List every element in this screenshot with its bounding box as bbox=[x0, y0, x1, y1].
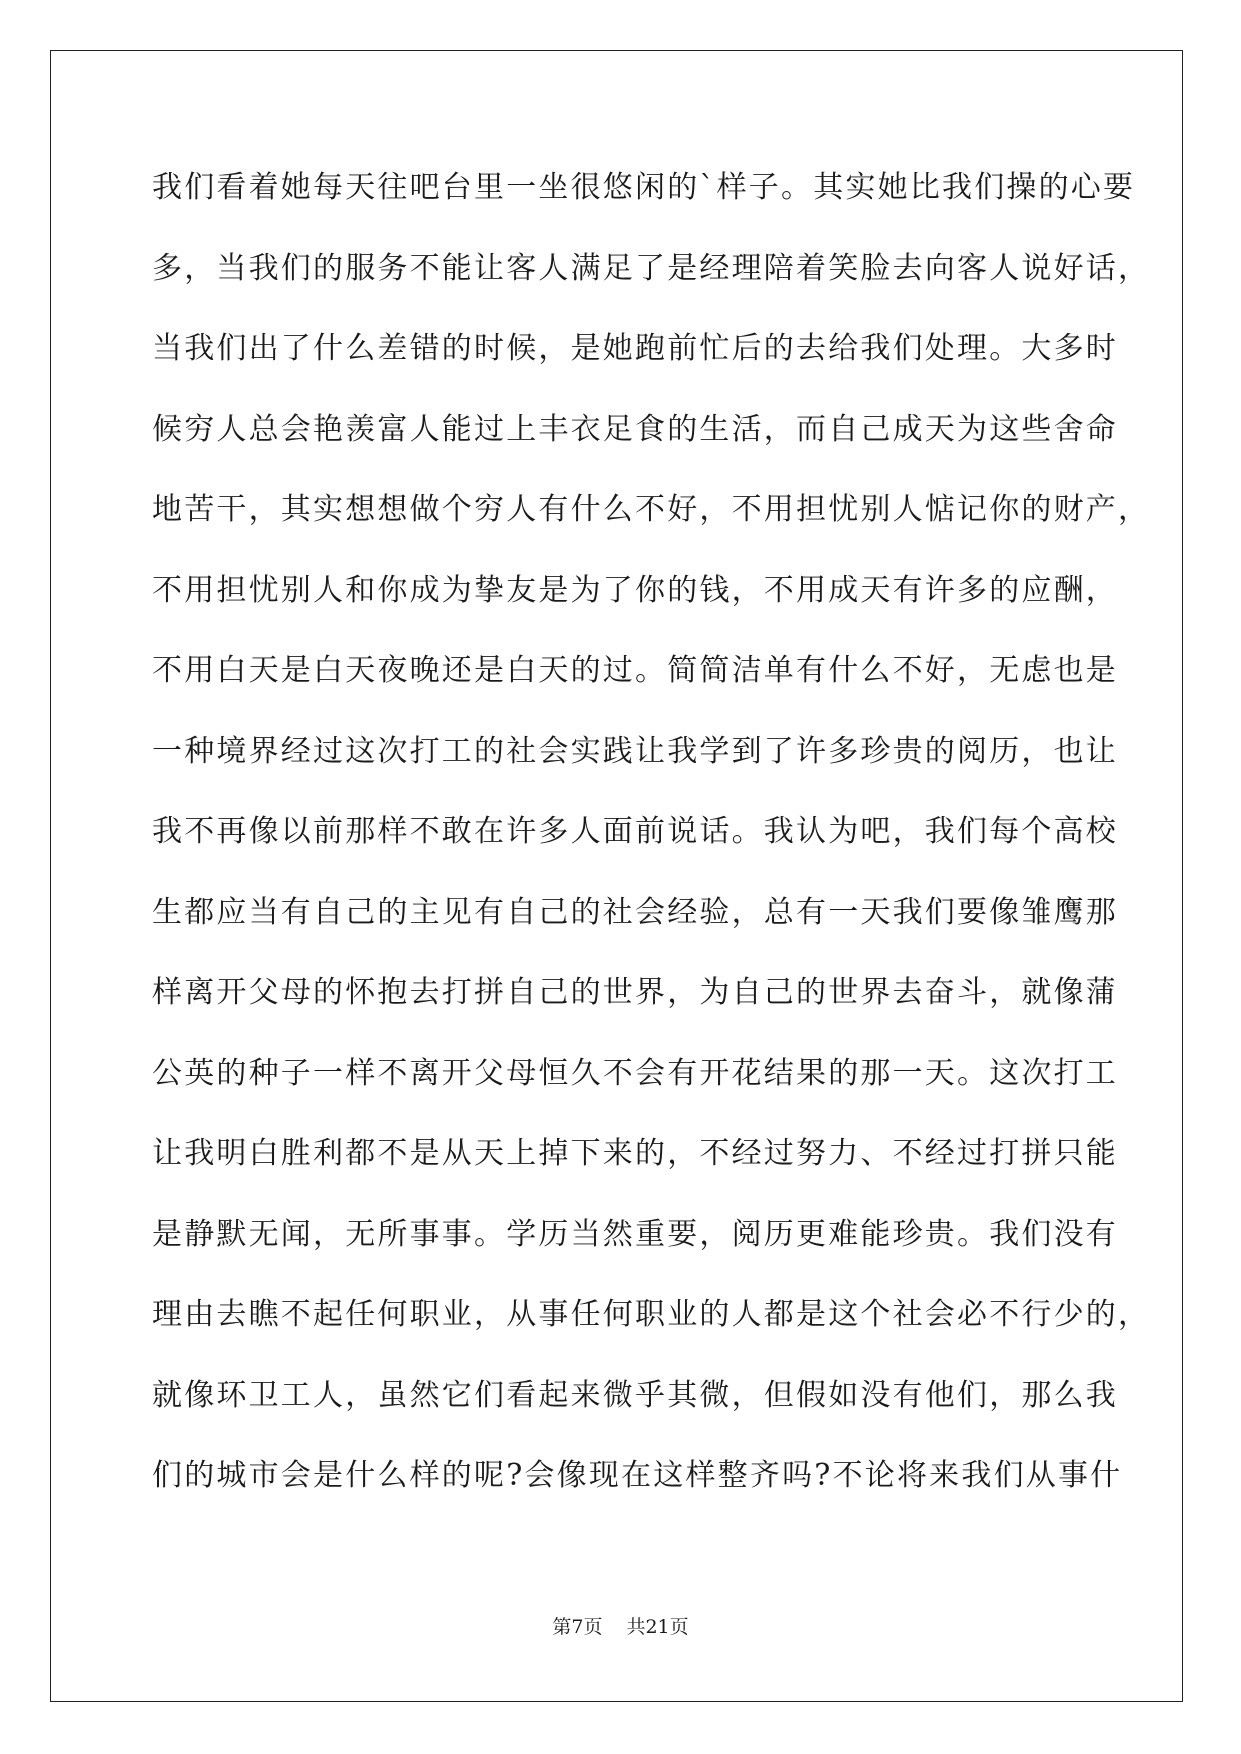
text-line: 不用担忧别人和你成为挚友是为了你的钱，不用成天有许多的应酬， bbox=[152, 572, 1118, 608]
text-line: 理由去瞧不起任何职业，从事任何职业的人都是这个社会必不行少的， bbox=[152, 1297, 1151, 1332]
page-number-total: 共21页 bbox=[626, 1616, 689, 1638]
text-line: 们的城市会是什么样的呢?会像现在这样整齐吗?不论将来我们从事什 bbox=[152, 1458, 1123, 1493]
text-line: 多，当我们的服务不能让客人满足了是经理陪着笑脸去向客人说好话， bbox=[152, 250, 1151, 286]
text-line: 地苦干，其实想想做个穷人有什么不好，不用担忧别人惦记你的财产， bbox=[152, 492, 1151, 527]
text-line: 候穷人总会艳羡富人能过上丰衣足食的生活，而自己成天为这些舍命 bbox=[152, 411, 1118, 447]
page-footer bbox=[0, 1615, 1241, 1639]
text-line: 我不再像以前那样不敢在许多人面前说话。我认为吧，我们每个高校 bbox=[152, 814, 1118, 849]
text-line: 公英的种子一样不离开父母恒久不会有开花结果的那一天。这次打工 bbox=[152, 1055, 1118, 1091]
text-line: 生都应当有自己的主见有自己的社会经验，总有一天我们要像雏鹰那 bbox=[152, 894, 1118, 930]
text-line: 样离开父母的怀抱去打拼自己的世界，为自己的世界去奋斗，就像蒲 bbox=[152, 975, 1118, 1010]
page-number-current: 第7页 bbox=[552, 1616, 603, 1638]
text-line: 不用白天是白天夜晚还是白天的过。简简洁单有什么不好，无虑也是 bbox=[152, 653, 1118, 688]
text-line: 当我们出了什么差错的时候，是她跑前忙后的去给我们处理。大多时 bbox=[152, 331, 1118, 366]
text-line: 让我明白胜利都不是从天上掉下来的，不经过努力、不经过打拼只能 bbox=[152, 1136, 1118, 1171]
text-line: 我们看着她每天往吧台里一坐很悠闲的`样子。其实她比我们操的心要 bbox=[152, 170, 1136, 205]
text-line: 是静默无闻，无所事事。学历当然重要，阅历更难能珍贵。我们没有 bbox=[152, 1216, 1118, 1252]
text-line: 就像环卫工人，虽然它们看起来微乎其微，但假如没有他们，那么我 bbox=[152, 1377, 1118, 1413]
text-line: 一种境界经过这次打工的社会实践让我学到了许多珍贵的阅历，也让 bbox=[152, 733, 1118, 769]
document-body bbox=[152, 163, 1151, 1532]
